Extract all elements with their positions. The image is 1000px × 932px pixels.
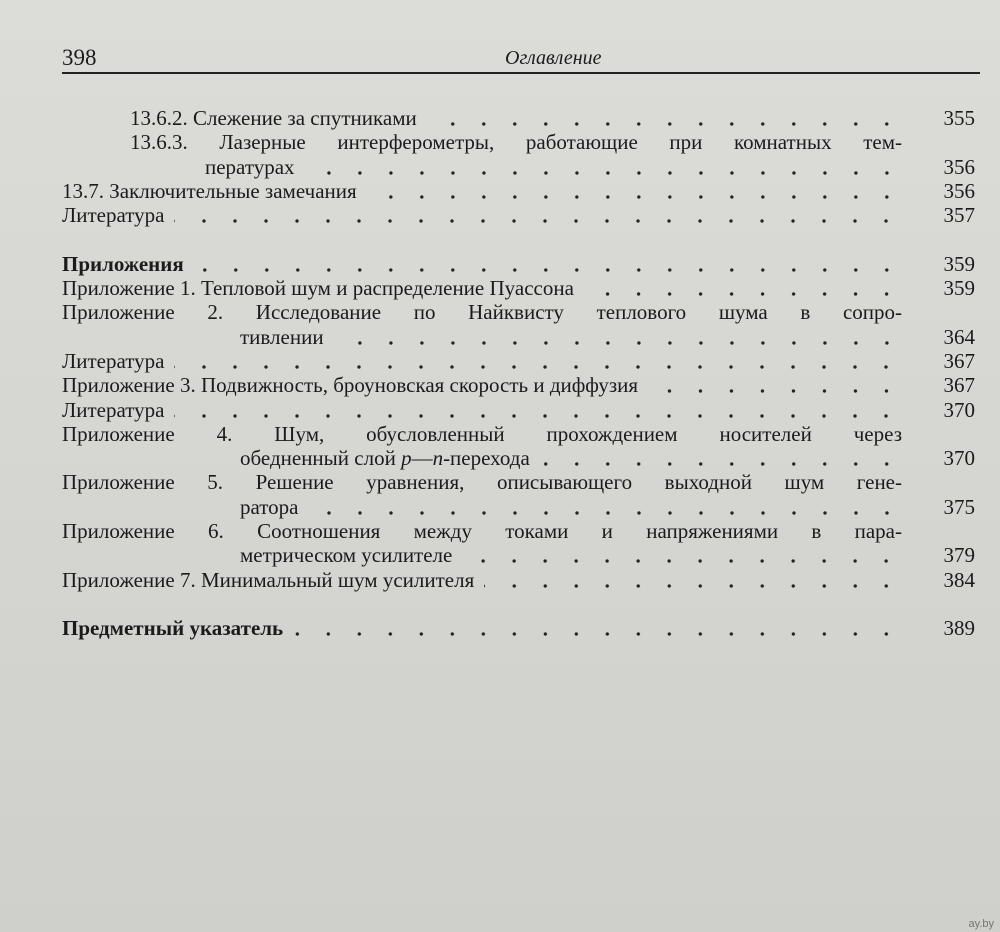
- toc-section-title: Приложения: [62, 251, 184, 276]
- toc-entry-page: 370: [943, 446, 975, 471]
- toc-entry: [62, 179, 975, 203]
- toc-entry-page: 356: [943, 154, 975, 179]
- toc-entry: [62, 300, 975, 324]
- toc-entry-page: 367: [943, 348, 975, 373]
- dot-leader: [309, 495, 903, 519]
- toc-entry-page: 389: [943, 616, 975, 641]
- dot-leader: [174, 203, 902, 227]
- toc-entry-title: Приложение 1. Тепловой шум и распределение Пуассона: [62, 276, 574, 301]
- watermark: ay.by: [968, 918, 994, 930]
- toc-section-title: Предметный указатель: [62, 616, 284, 641]
- dot-leader: [174, 398, 902, 422]
- toc-entry-title: Приложение 4. Шум, обусловленный прохождением носителей через: [62, 421, 902, 446]
- toc-entry: [62, 130, 975, 154]
- toc-entry-continuation: [62, 446, 975, 470]
- toc-entry-title: Приложение 6. Соотношения между токами и напряжениями в пара-: [62, 519, 902, 544]
- toc-entry-title: Приложение 7. Минимальный шум усилителя: [62, 567, 475, 592]
- toc-entry-title-cont: метрическом усилителе: [240, 543, 453, 568]
- toc-entry-page: 384: [943, 567, 975, 592]
- dot-leader: [194, 252, 902, 276]
- toc-entry: [62, 616, 975, 640]
- table-of-contents: [62, 106, 975, 641]
- toc-entry-title: Приложение 2. Исследование по Найквисту теплового шума в сопро-: [62, 300, 902, 325]
- toc-entry-continuation: [62, 325, 975, 349]
- page-header: [62, 44, 980, 74]
- toc-entry-continuation: [62, 155, 975, 179]
- toc-entry-title-cont: пературах: [205, 154, 295, 179]
- dot-leader: [174, 349, 902, 373]
- dot-leader: [462, 543, 902, 567]
- toc-entry: [62, 252, 975, 276]
- toc-entry-page: 379: [943, 543, 975, 568]
- toc-entry: [62, 519, 975, 543]
- toc-entry-title: 13.6.2. Слежение за спутниками: [130, 106, 417, 130]
- toc-entry-title-cont: ратора: [240, 494, 299, 519]
- dot-leader: [484, 568, 902, 592]
- toc-entry-title-cont: тивлении: [240, 324, 324, 349]
- toc-entry-continuation: [62, 495, 975, 519]
- toc-entry-title-cont: обедненный слой p—n-перехода: [240, 446, 530, 471]
- toc-entry-page: 359: [943, 251, 975, 276]
- toc-entry: [62, 106, 975, 130]
- toc-entry: [62, 422, 975, 446]
- toc-entry-page: 355: [943, 106, 975, 130]
- toc-entry-title: Литература: [62, 397, 165, 422]
- dot-leader: [584, 276, 902, 300]
- running-title: Оглавление: [505, 47, 602, 69]
- dot-leader: [540, 446, 902, 470]
- dot-leader: [305, 155, 902, 179]
- page-number: 398: [62, 45, 97, 70]
- toc-entry-page: 367: [943, 373, 975, 398]
- toc-entry: [62, 203, 975, 227]
- toc-entry-title: 13.6.3. Лазерные интерферометры, работающие при комнатных тем-: [130, 130, 902, 155]
- dot-leader: [648, 373, 902, 397]
- toc-entry-page: 364: [943, 324, 975, 349]
- toc-entry: [62, 398, 975, 422]
- toc-entry: [62, 568, 975, 592]
- toc-entry-title: Приложение 3. Подвижность, броуновская скорость и диффузия: [62, 373, 639, 398]
- toc-entry: [62, 373, 975, 397]
- toc-entry-page: 359: [943, 276, 975, 301]
- toc-entry: [62, 349, 975, 373]
- toc-entry-title: Приложение 5. Решение уравнения, описывающего выходной шум гене-: [62, 470, 902, 495]
- toc-entry-page: 357: [943, 203, 975, 228]
- toc-entry-page: 375: [943, 494, 975, 519]
- toc-entry-continuation: [62, 543, 975, 567]
- toc-entry-page: 356: [943, 178, 975, 203]
- toc-entry: [62, 470, 975, 494]
- toc-entry: [62, 276, 975, 300]
- toc-entry-title: Литература: [62, 348, 165, 373]
- dot-leader: [367, 179, 902, 203]
- toc-entry-title: Литература: [62, 203, 165, 228]
- toc-entry-title: 13.7. Заключительные замечания: [62, 178, 357, 203]
- dot-leader: [334, 325, 902, 349]
- toc-entry-page: 370: [943, 397, 975, 422]
- dot-leader: [293, 616, 902, 640]
- dot-leader: [427, 106, 902, 130]
